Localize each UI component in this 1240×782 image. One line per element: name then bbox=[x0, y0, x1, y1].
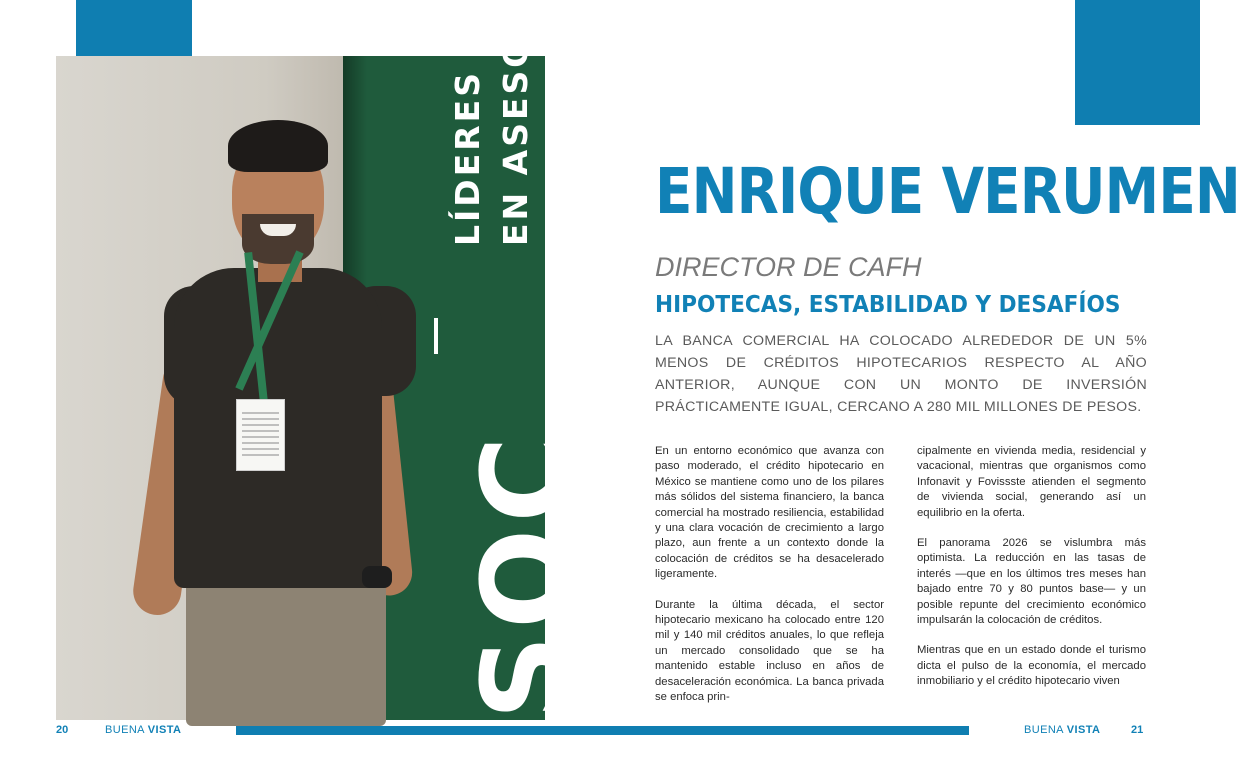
paragraph: El panorama 2026 se vislumbra más optimista. La reducción en las tasas de interés —que en los últimos tres meses han bajado entre 70 y 80 puntos base— y un posible repunte del crecimiento económico impulsarán la colocación de créditos. bbox=[917, 537, 1146, 627]
top-right-accent-block bbox=[1075, 0, 1200, 125]
page-number-right: 21 bbox=[1131, 724, 1144, 736]
paragraph: Durante la última década, el sector hipotecario mexicano ha colocado entre 120 mil y 140 mil créditos anuales, lo que refleja un mercado consolidado que se ha mantenido estable incluso en años de desaceleración económica. La banca privada se enfoca prin- bbox=[655, 598, 884, 704]
magazine-name-left: BUENA VISTA bbox=[105, 724, 182, 736]
paragraph: En un entorno económico que avanza con paso moderado, el crédito hipotecario en México se mantiene como uno de los pilares más sólidos del sistema financiero, la banca comercial ha mostrado resiliencia, estabilidad y una clara vocación de crecimiento a largo plazo, aun frente a un contexto donde la colocación de créditos se ha desacelerado ligeramente. bbox=[655, 445, 884, 581]
footer-rule bbox=[236, 726, 969, 735]
article-column-2 bbox=[917, 444, 1146, 705]
article-column-1 bbox=[655, 444, 884, 721]
paragraph: cipalmente en vivienda media, residencial y vacacional, mientras que organismos como Infonavit y Fovissste atienden el segmento de vivienda social, generando así un equilibrio en la oferta. bbox=[917, 445, 1146, 519]
article-heading: HIPOTECAS, ESTABILIDAD Y DESAFÍOS bbox=[655, 292, 1121, 318]
watch bbox=[362, 566, 392, 588]
banner-text-line-1: LÍDERES bbox=[448, 70, 487, 246]
page-number-left: 20 bbox=[56, 724, 69, 736]
top-left-accent-block bbox=[76, 0, 192, 56]
portrait-photo bbox=[56, 36, 594, 720]
magazine-name-right: BUENA VISTA bbox=[1024, 724, 1101, 736]
person-shorts bbox=[186, 576, 386, 726]
article-subtitle: DIRECTOR DE CAFH bbox=[655, 252, 922, 282]
article-lead: LA BANCA COMERCIAL HA COLOCADO ALREDEDOR DE UN 5% MENOS DE CRÉDITOS HIPOTECARIOS RESPECTO AL AÑO ANTERIOR, AUNQUE CON UN MONTO DE INVERSIÓN PRÁCTICAMENTE IGUAL, CERCANO A 280 MIL MILLONES DE PESOS. bbox=[655, 333, 1147, 415]
banner-text-line-2: EN ASESO bbox=[496, 36, 535, 246]
banner-text-line-3: FINANCI bbox=[544, 72, 583, 246]
paragraph: Mientras que en un estado donde el turismo dicta el pulso de la economía, el mercado inmobiliario y el crédito hipotecario viven bbox=[917, 644, 1146, 688]
article-title: ENRIQUE VERUMEN bbox=[655, 155, 1240, 228]
event-badge bbox=[236, 399, 285, 471]
banner-large-text: SOC bbox=[456, 430, 594, 720]
person-hair bbox=[228, 120, 328, 172]
